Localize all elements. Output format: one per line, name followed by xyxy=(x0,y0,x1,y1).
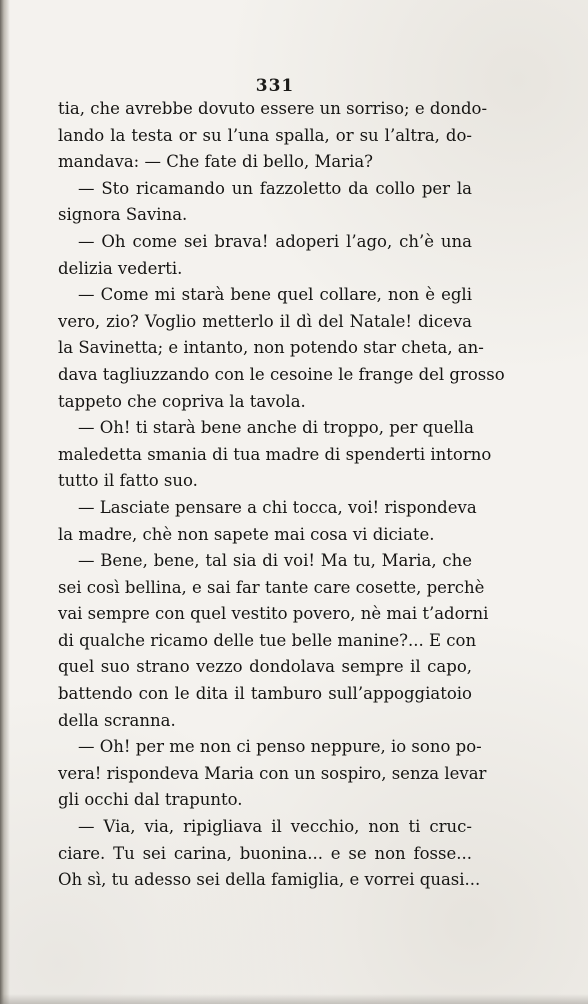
text-line: Oh sì, tu adesso sei della famiglia, e vorrei quasi... xyxy=(58,870,481,890)
text-line: tappeto che copriva la tavola. xyxy=(58,391,306,411)
text-line: — Oh! ti starà bene anche di troppo, per quella xyxy=(78,418,475,438)
text-line: — Come mi starà bene quel collare, non è egli xyxy=(78,285,472,305)
text-line: gli occhi dal trapunto. xyxy=(58,790,243,810)
text-line: — Oh come sei brava! adoperi l’ago, ch’è una xyxy=(78,231,472,251)
text-line: ciare. Tu sei carina, buonina... e se non fosse... xyxy=(58,843,472,863)
text-line: di qualche ricamo delle tue belle manine?... E con xyxy=(58,630,477,650)
text-line: la Savinetta; e intanto, non potendo star cheta, an- xyxy=(58,338,484,358)
text-line: — Via, via, ripigliava il vecchio, non ti cruc- xyxy=(78,817,472,837)
text-line: — Lasciate pensare a chi tocca, voi! rispondeva xyxy=(78,497,477,517)
text-line: signora Savina. xyxy=(58,205,188,225)
text-line: dava tagliuzzando con le cesoine le frange del grosso xyxy=(58,364,505,384)
page-number: 331 xyxy=(255,76,295,96)
text-line: delizia vederti. xyxy=(58,258,183,278)
text-line: tia, che avrebbe dovuto essere un sorriso; e dondo- xyxy=(58,99,488,118)
text-line: della scranna. xyxy=(58,710,176,730)
text-line: vero, zio? Voglio metterlo il dì del Natale! diceva xyxy=(58,311,472,331)
text-line: vai sempre con quel vestito povero, nè mai t’adorni xyxy=(58,604,489,624)
text-line: maledetta smania di tua madre di spenderti intorno xyxy=(58,444,492,464)
text-line: quel suo strano vezzo dondolava sempre il capo, xyxy=(58,657,472,677)
text-line: battendo con le dita il tamburo sull’appoggiatoio xyxy=(58,684,472,704)
binding-shadow xyxy=(0,0,10,1004)
text-line: sei così bellina, e sai far tante care cosette, perchè xyxy=(58,577,485,597)
text-line: la madre, chè non sapete mai cosa vi diciate. xyxy=(58,524,435,544)
text-line: tutto il fatto suo. xyxy=(58,471,198,491)
text-line: mandava: — Che fate di bello, Maria? xyxy=(58,152,374,172)
text-line: vera! rispondeva Maria con un sospiro, senza levar xyxy=(58,763,487,783)
body-text xyxy=(58,96,505,894)
text-line: — Bene, bene, tal sia di voi! Ma tu, Maria, che xyxy=(78,551,472,571)
text-line: — Sto ricamando un fazzoletto da collo per la xyxy=(78,178,472,198)
page-bottom-edge xyxy=(0,994,588,1004)
text-line: lando la testa or su l’una spalla, or su l’altra, do- xyxy=(58,125,472,145)
text-line: — Oh! per me non ci penso neppure, io sono po- xyxy=(78,737,482,757)
